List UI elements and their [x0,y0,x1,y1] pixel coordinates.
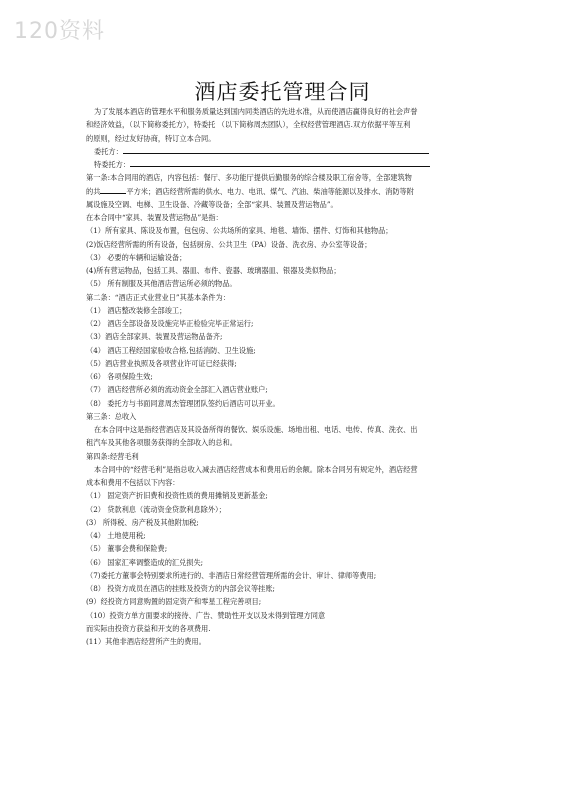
list-item: (9）经投资方同意购置的固定资产和零星工程完善项目; [86,597,262,607]
article-4-text: 成本和费用不包括以下内容： [86,478,180,487]
article-1-line: 第一条:本合同用的酒店，内容包括：餐厅、多功能厅提供后勤服务的综合楼及职工宿舍等，全部建筑物 [86,173,412,183]
intro-line: 为了发展本酒店的管理水平和服务质量达到国内同类酒店的先进水准，从而使酒店赢得良好的社会声誉 [94,107,418,116]
list-item: （4） 酒店工程经国家验收合格,包括消防、卫生设施; [86,345,256,355]
list-item: （3） 必要的车辆和运输设备； [86,252,187,262]
party-agent-blank [130,158,430,167]
intro-line: 和经济效益，（以下简称委托方），特委托 （以下简称周杰团队），全权经营管理酒店.双方依据平等互利 [86,120,411,130]
party-client-blank [123,145,429,154]
list-item: （1）所有家具、陈设及布置，包包房、公共场所的家具、地毯、墙饰、摆件、灯饰和其他物品； [86,226,393,236]
list-item: （6） 国家汇率调整造成的汇兑损失; [86,557,204,567]
list-item: （8） 投资方成员在酒店的挂账及投资方的内部会议等挂账; [86,584,275,593]
list-item: （6） 各项保险生效; [86,372,153,381]
article-4-heading: 第四条:经营毛利 [86,451,139,461]
list-item: （1） 酒店整改装修全部竣工； [86,305,187,315]
party-agent-line [86,158,494,171]
list-item: （1） 固定资产折旧费和投资性质的费用摊销及更新基金; [86,491,268,501]
list-item: （7)委托方董事会特别要求所进行的、非酒店日常经营管理所需的会计、审计、律师等费用; [86,570,377,580]
list-item: (4)所有营运物品，包括工具、器皿、布件、瓷器、玻璃器皿、银器及类似物品； [86,266,341,275]
area-blank [100,185,126,194]
party-client-line [86,145,494,158]
list-item: （4） 土地使用税; [86,531,146,540]
article-3-heading: 第三条：总收入 [86,411,137,421]
list-item: (2)饭店经营所需的所有设备，包括厨房、公共卫生（PA）设备、洗衣房、办公室等设备； [86,239,372,249]
list-item: （3）酒店全部家具、装置及营运物品备齐; [86,332,223,342]
list-item: 而实际由投资方获益和开支的各项费用. [86,623,211,633]
list-item: （5） 所有制服及其他酒店营运所必须的物品。 [86,279,237,289]
article-4-text: 本合同中的“经营毛利”是指总收入减去酒店经营成本和费用后的余额。除本合同另有规定外，酒店经营 [94,464,418,474]
list-item: (11）其他非酒店经营所产生的费用。 [86,637,206,646]
list-item: （10）投资方单方面要求的接待、广告、赞助性开支以及未得到管理方同意 [86,610,326,620]
list-item: （5） 董事会费和保险费; [86,544,168,554]
list-item: （8） 委托方与书面同意周杰管理团队签约后酒店可以开业。 [86,398,280,408]
list-item: （2） 贷款利息（流动资金贷款利息除外）； [86,504,226,514]
article-1-line: 在本合同中“家具、装置及营运物品”是指： [86,213,223,222]
intro-line: 的原则，经过友好协商，特订立本合同。 [86,133,216,143]
watermark-text: 120资料 [14,19,105,44]
article-2-heading: 第二条：“酒店正式业营业日”其基本条件为： [86,292,230,302]
article-3-text: 在本合同中这是指经营酒店及其设备所得的餐饮、娱乐设施、场地出租、电话、电传、传真、洗衣、出 [94,425,418,434]
list-item: (3） 所得税、房产税及其他附加税; [86,517,199,527]
contract-body [86,105,494,648]
article-1-line: 属设施及空调、电梯、卫生设备、冷藏等设备；全部“家具、装置及营运物品”。 [86,199,338,209]
party-client-label: 委托方： [94,146,123,156]
list-item: （7） 酒店经营所必须的流动资金全部汇入酒店营业账户; [86,385,268,395]
list-item: （5）酒店营业执照及各项营业许可证已经获得; [86,358,237,368]
party-agent-label: 特委托方： [94,160,130,169]
document-title: 酒店委托管理合同 [194,80,371,104]
list-item: （2） 酒店全部设备及设施完毕正检验完毕正常运行; [86,319,254,328]
article-1-line: 的共 平方米；酒店经营所需的供水、电力、电讯、煤气、汽油、柴油等能源以及排水、消防等附 [86,186,414,196]
article-3-text: 租汽车及其他各项服务获得的全部收入的总和。 [86,438,237,448]
